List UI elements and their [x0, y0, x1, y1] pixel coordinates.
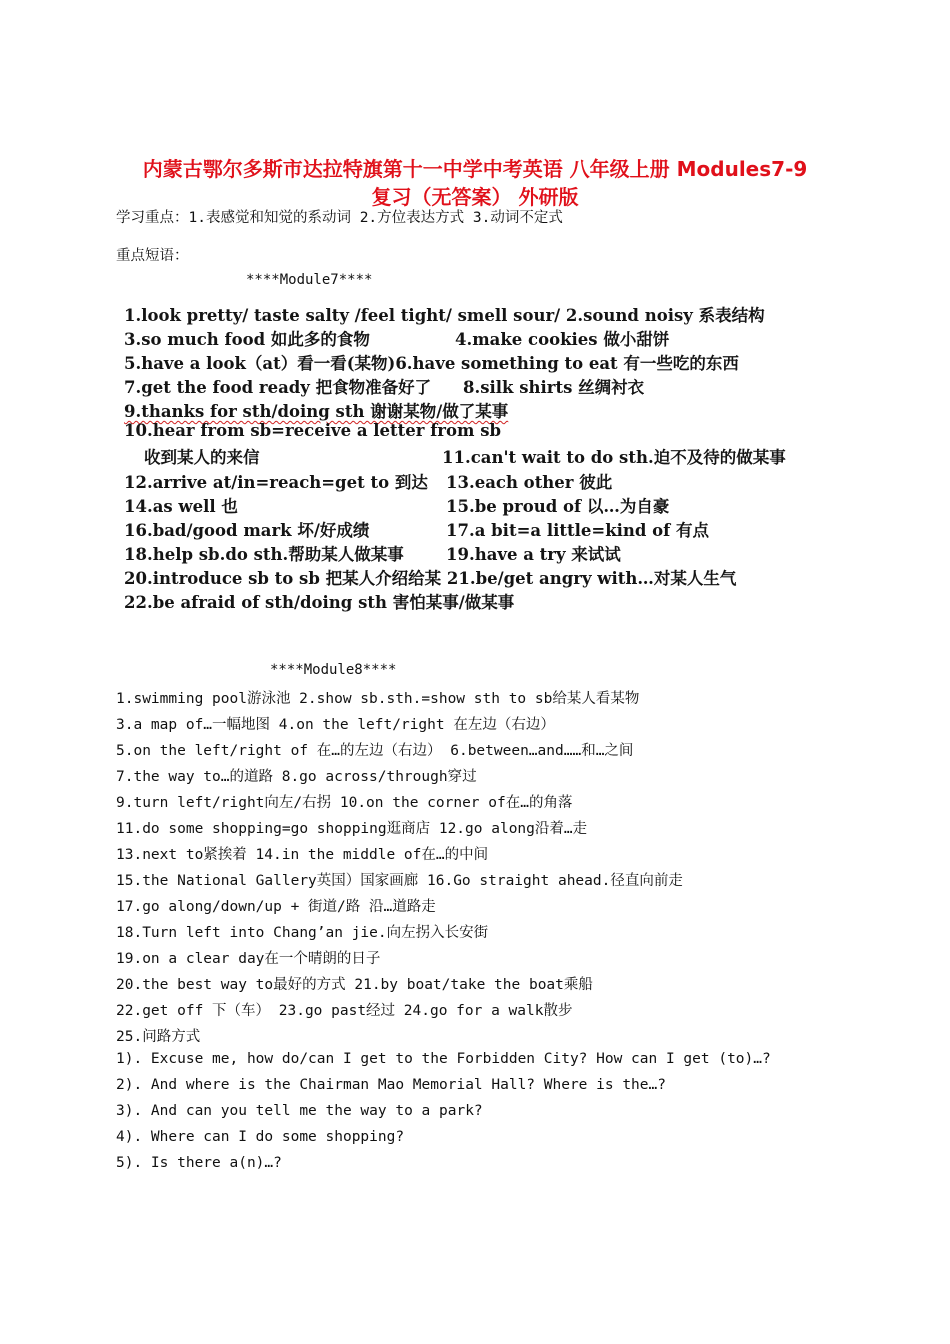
- module8-heading: ****Module8****: [270, 662, 397, 678]
- module7-row-11b: 19.have a try 来试试: [446, 545, 621, 564]
- module7-heading: ****Module7****: [246, 272, 373, 288]
- module8-line: 19.on a clear day在一个晴朗的日子: [116, 951, 381, 967]
- module7-row-10a: 16.bad/good mark 坏/好成绩: [124, 521, 370, 540]
- module7-row-9b: 15.be proud of 以…为自豪: [446, 497, 670, 516]
- module8-line: 1). Excuse me, how do/can I get to the Forbidden City? How can I get (to)…?: [116, 1051, 771, 1067]
- module8-line: 3.a map of…一幅地图 4.on the left/right 在左边（右边）: [116, 717, 555, 733]
- module7-row-3: 5.have a look（at）看一看(某物)6.have something to eat 有一些吃的东西: [124, 354, 739, 373]
- module7-row-6: 10.hear from sb=receive a letter from sb: [124, 421, 502, 440]
- module8-line: 17.go along/down/up + 街道/路 沿…道路走: [116, 899, 436, 915]
- module7-row-9a: 14.as well 也: [124, 497, 238, 516]
- module7-row-8a: 12.arrive at/in=reach=get to 到达: [124, 473, 428, 492]
- module7-row-10b: 17.a bit=a little=kind of 有点: [446, 521, 710, 540]
- module7-row-8b: 13.each other 彼此: [446, 473, 613, 492]
- module7-row-4a: 7.get the food ready 把食物准备好了: [124, 378, 432, 397]
- title-line-2: 复习（无答案） 外研版: [371, 185, 579, 209]
- module8-line: 18.Turn left into Chang’an jie.向左拐入长安街: [116, 925, 489, 941]
- module7-row-2b: 4.make cookies 做小甜饼: [455, 330, 670, 349]
- module8-line: 7.the way to…的道路 8.go across/through穿过: [116, 769, 477, 785]
- module8-line: 15.the National Gallery英国）国家画廊 16.Go straight ahead.径直向前走: [116, 873, 683, 889]
- module7-row-7a: 收到某人的来信: [144, 448, 260, 467]
- module7-row-4b: 8.silk shirts 丝绸衬衣: [463, 378, 645, 397]
- module8-line: 22.get off 下（车） 23.go past经过 24.go for a walk散步: [116, 1003, 573, 1019]
- module8-line: 11.do some shopping=go shopping逛商店 12.go along沿着…走: [116, 821, 588, 837]
- module7-row-5: 9.thanks for sth/doing sth 谢谢某物/做了某事: [124, 402, 509, 421]
- module8-line: 3). And can you tell me the way to a park?: [116, 1103, 483, 1119]
- module8-line: 9.turn left/right向左/右拐 10.on the corner of在…的角落: [116, 795, 573, 811]
- module7-row-12: 20.introduce sb to sb 把某人介绍给某 21.be/get angry with…对某人生气: [124, 569, 737, 588]
- title-line-1: 内蒙古鄂尔多斯市达拉特旗第十一中学中考英语 八年级上册 Modules7-9: [142, 157, 808, 181]
- module8-line: 20.the best way to最好的方式 21.by boat/take the boat乘船: [116, 977, 593, 993]
- module8-line: 1.swimming pool游泳池 2.show sb.sth.=show sth to sb给某人看某物: [116, 691, 640, 707]
- module8-line: 25.问路方式: [116, 1029, 201, 1045]
- module7-row-7b: 11.can't wait to do sth.迫不及待的做某事: [442, 448, 786, 467]
- key-phrases-label: 重点短语：: [116, 248, 189, 264]
- module7-row-11a: 18.help sb.do sth.帮助某人做某事: [124, 545, 404, 564]
- module8-line: 5). Is there a(n)…?: [116, 1155, 282, 1171]
- module8-line: 2). And where is the Chairman Mao Memorial Hall? Where is the…?: [116, 1077, 666, 1093]
- module8-line: 4). Where can I do some shopping?: [116, 1129, 405, 1145]
- module7-row-1: 1.look pretty/ taste salty /feel tight/ smell sour/ 2.sound noisy 系表结构: [124, 306, 765, 325]
- module8-line: 13.next to紧挨着 14.in the middle of在…的中间: [116, 847, 489, 863]
- module7-row-13: 22.be afraid of sth/doing sth 害怕某事/做某事: [124, 593, 515, 612]
- module7-row-2a: 3.so much food 如此多的食物: [124, 330, 370, 349]
- study-focus: 学习重点：1.表感觉和知觉的系动词 2.方位表达方式 3.动词不定式: [116, 210, 563, 226]
- module8-line: 5.on the left/right of 在…的左边（右边） 6.between…and……和…之间: [116, 743, 634, 759]
